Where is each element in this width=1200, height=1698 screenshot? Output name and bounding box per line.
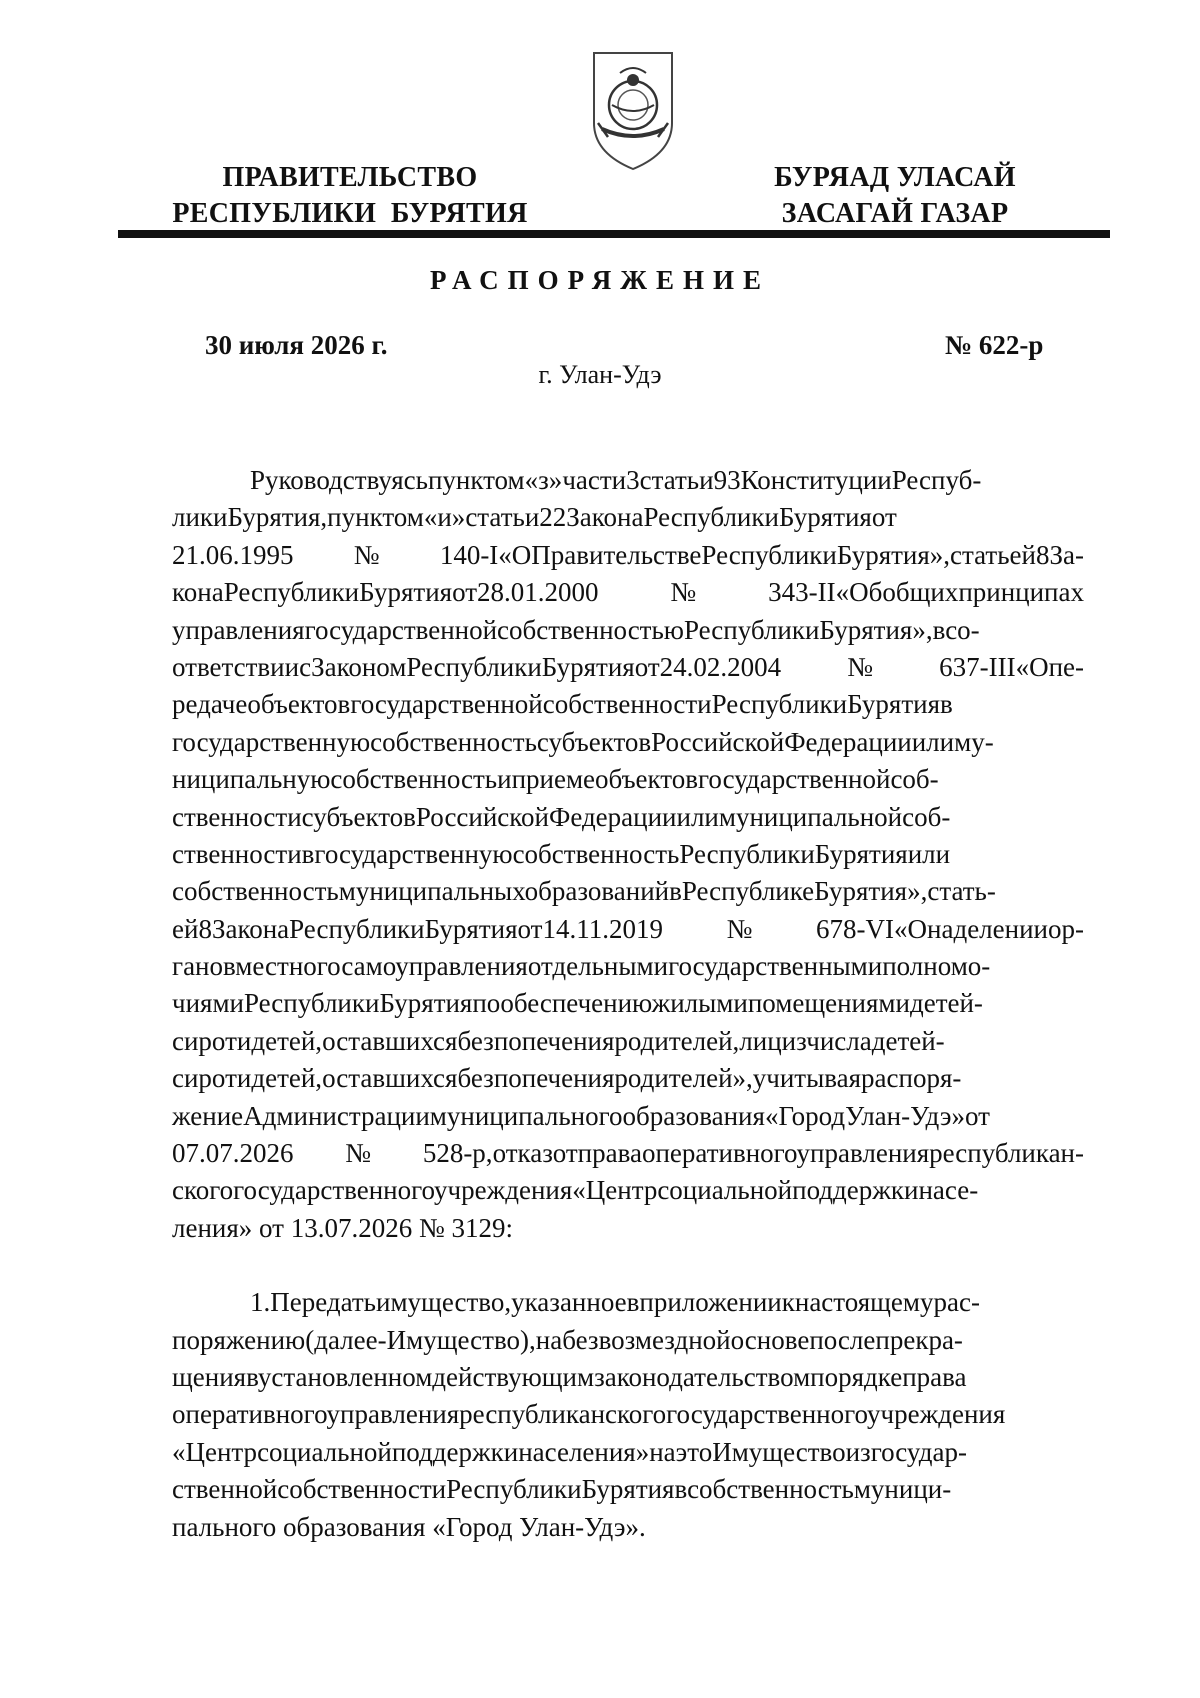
preamble-paragraph [172,462,1084,1247]
document-type: РАСПОРЯЖЕНИЕ [429,265,771,295]
text-line: ликиБурятия,пунктом«и»статьи22ЗаконаРеспубликиБурятияот [172,502,897,533]
text-line: управлениягосударственнойсобственностьюРеспубликиБурятия»,всо- [172,614,980,645]
text-line: жениеАдминистрациимуниципальногообразования«ГородУлан-Удэ»от [172,1100,990,1131]
document-body [172,462,1084,1546]
document-date: 30 июля 2026 г. [205,330,388,360]
text-line: щениявустановленномдействующимзаконодательствомпорядкеправа [172,1361,967,1392]
issuer-buryat-line2: ЗАСАГАЙ ГАЗАР [781,198,1009,229]
text-line: поряжению(далее-Имущество),набезвозмезднойосновепослепрекра- [172,1324,963,1355]
header-divider [118,230,1110,238]
text-line: государственнуюсобственностьсубъектовРоссийскойФедерацииилиму- [172,726,994,757]
text-line: ственностисубъектовРоссийскойФедерацииилимуниципальнойсоб- [172,801,951,832]
text-line: «Центрсоциальнойподдержкинаселения»наэтоИмуществоизгосудар- [172,1436,967,1467]
text-line: ей8ЗаконаРеспубликиБурятияот14.11.2019№678-VI«Онаделенииор- [172,913,1084,944]
text-line: конаРеспубликиБурятияот28.01.2000№343-II«Обобщихпринципах [172,577,1084,608]
text-line: 07.07.2026№528-р,отказотправаоперативногоуправленияреспубликан- [172,1138,1084,1169]
issuer-russian [160,160,540,232]
text-line: чиямиРеспубликиБурятияпообеспечениюжилымипомещениямидетей- [172,988,983,1019]
issuer-russian-line2: РЕСПУБЛИКИ БУРЯТИЯ [172,198,528,229]
text-line: сиротидетей,оставшихсябезпопеченияродителей»,учитываяраспоря- [172,1063,962,1094]
text-line: гановместногосамоуправленияотдельнымигосударственнымиполномо- [172,951,991,982]
text-line: ственнойсобственностиРеспубликиБурятиявсобственностьмуници- [172,1474,952,1505]
text-line: ственностивгосударственнуюсобственностьРеспубликиБурятияили [172,838,951,869]
text-line: 1.Передатьимущество,указанноевприложениикнастоящемурас- [250,1287,980,1318]
issuer-russian-line1: ПРАВИТЕЛЬСТВО [222,162,478,193]
text-line: Руководствуясьпунктом«з»части3статьи93КонституцииРеспуб- [250,465,982,495]
text-line: редачеобъектовгосударственнойсобственностиРеспубликиБурятияв [172,689,953,720]
text-line: ответствиисЗакономРеспубликиБурятияот24.02.2004№637-III«Опе- [172,651,1084,682]
issuer-buryat [745,160,1045,232]
text-line: оперативногоуправленияреспубликанскогогосударственногоучреждения [172,1399,1006,1430]
item-1-paragraph [172,1284,1084,1546]
document-number: № 622-р [945,330,1044,360]
text-line: сиротидетей,оставшихсябезпопеченияродителей,лицизчисладетей- [172,1025,945,1056]
text-line: скогогосударственногоучреждения«Центрсоциальнойподдержкинасе- [172,1175,979,1206]
text-line: ления» от 13.07.2026 № 3129: [172,1212,513,1243]
coat-of-arms-icon [590,45,676,173]
text-line: ниципальнуюсобственностьиприемеобъектовгосударственнойсоб- [172,764,939,795]
issuer-buryat-line1: БУРЯАД УЛАСАЙ [774,162,1016,193]
text-line: собственностьмуниципальныхобразованийвРеспубликеБурятия»,стать- [172,876,996,907]
text-line: 21.06.1995№140-I«ОПравительствеРеспубликиБурятия»,статьей8За- [172,539,1084,570]
text-line: пального образования «Город Улан-Удэ». [172,1511,646,1542]
document-city: г. Улан-Удэ [538,360,662,389]
